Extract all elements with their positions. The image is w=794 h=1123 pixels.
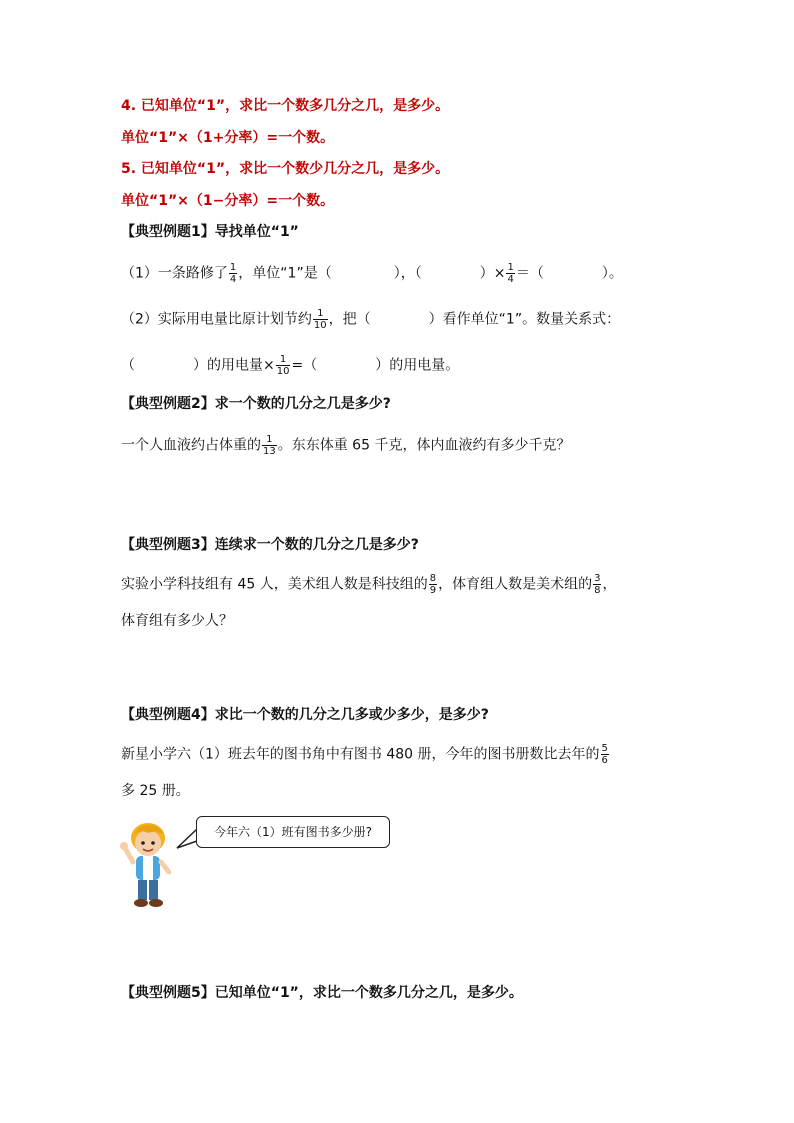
example-1-question-2-line-2: （ ）的用电量× $\frac{1}{10}$ =（ ）的用电量。 xyxy=(121,354,460,377)
example-3-title: 【典型例题3】连续求一个数的几分之几是多少? xyxy=(121,537,419,553)
fraction: $\frac{8}{9}$ xyxy=(429,573,437,596)
example-5-title: 【典型例题5】已知单位“1”，求比一个数多几分之几，是多少。 xyxy=(121,985,523,1001)
example-3-question: 实验小学科技组有 45 人，美术组人数是科技组的 $\frac{8}{9}$ ，体育组人数是美术组的 $\frac{3}{8}$ ， xyxy=(121,573,617,596)
example-1-question-2: （2）实际用电量比原计划节约 $\frac{1}{10}$ ，把（ ）看作单位“1”。数量关系式： xyxy=(121,308,621,331)
example-4-question: 新星小学六（1）班去年的图书角中有图书 480 册，今年的图书册数比去年的 $\frac{5}{6}$ xyxy=(121,743,608,766)
example-1-question-1: （1）一条路修了 $\frac{1}{4}$ ，单位“1”是（ ），（ ）× $\frac{1}{4}$ ＝（ ）。 xyxy=(121,262,623,285)
rule-4-formula: 单位“1”×（1+分率）=一个数。 xyxy=(121,130,335,146)
example-4-question-line-2: 多 25 册。 xyxy=(121,783,190,799)
example-4-title: 【典型例题4】求比一个数的几分之几多或少多少，是多少? xyxy=(121,707,489,723)
fraction: $\frac{1}{10}$ xyxy=(276,354,290,377)
example-2-title: 【典型例题2】求一个数的几分之几是多少? xyxy=(121,396,391,412)
fraction: $\frac{1}{4}$ xyxy=(229,262,237,285)
rule-5: 5. 已知单位“1”，求比一个数少几分之几，是多少。 xyxy=(121,161,450,177)
fraction: $\frac{1}{10}$ xyxy=(313,308,327,331)
fraction: $\frac{5}{6}$ xyxy=(601,743,608,766)
rule-4: 4. 已知单位“1”，求比一个数多几分之几，是多少。 xyxy=(121,98,450,114)
fraction: $\frac{3}{8}$ xyxy=(594,573,601,596)
rule-5-formula: 单位“1”×（1−分率）=一个数。 xyxy=(121,193,335,209)
fraction: $\frac{1}{13}$ xyxy=(263,434,276,457)
fraction: $\frac{1}{4}$ xyxy=(507,262,514,285)
speech-bubble: 今年六（1）班有图书多少册? xyxy=(196,816,390,848)
cartoon-boy-illustration xyxy=(117,818,179,910)
example-2-question: 一个人血液约占体重的 $\frac{1}{13}$ 。东东体重 65 千克，体内血液约有多少千克？ xyxy=(121,434,571,457)
example-3-question-line-2: 体育组有多少人？ xyxy=(121,613,233,629)
example-1-title: 【典型例题1】导找单位“1” xyxy=(121,224,299,240)
